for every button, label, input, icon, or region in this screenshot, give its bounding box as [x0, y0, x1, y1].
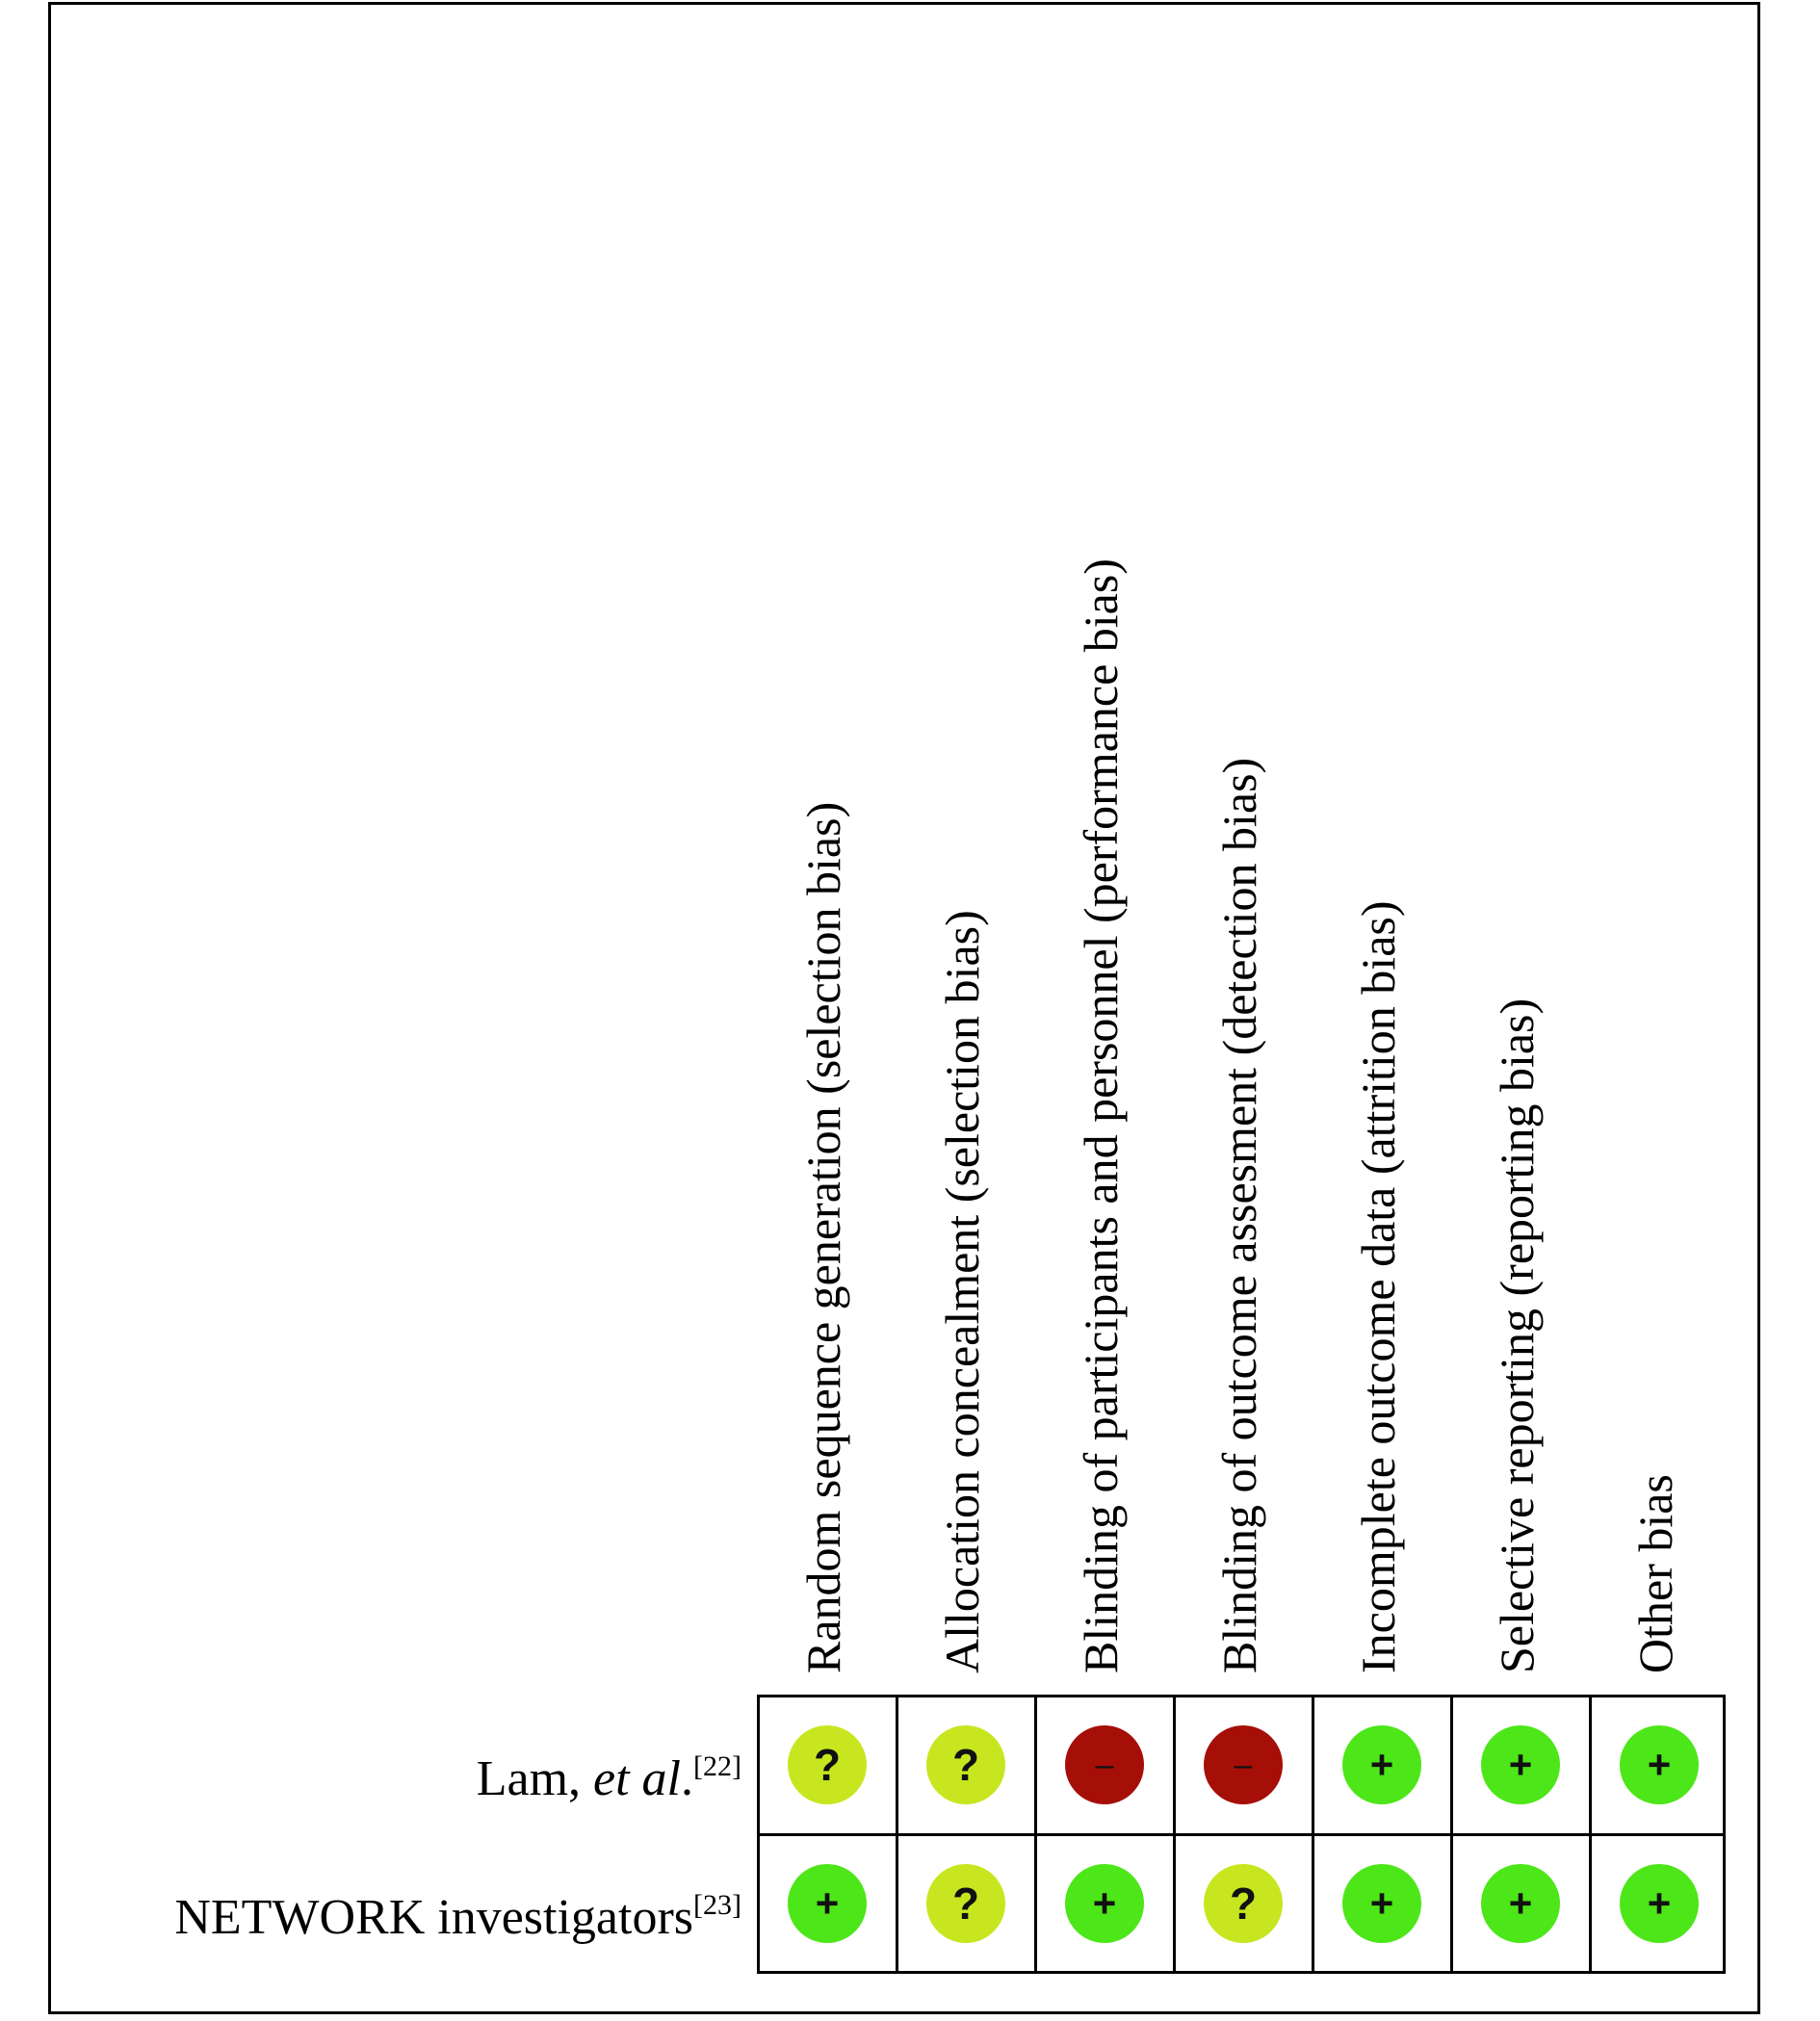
judgement-low-risk: +	[1620, 1725, 1699, 1804]
study-name: Lam	[476, 1751, 569, 1806]
study-name-italic: et al	[593, 1751, 682, 1806]
column-header-label: Blinding of participants and personnel (performance bias)	[1074, 558, 1128, 1673]
judgement-unclear-risk: ?	[788, 1725, 867, 1804]
judgement-low-risk: +	[1342, 1864, 1421, 1943]
judgement-unclear-risk: ?	[926, 1725, 1005, 1804]
judgement-unclear-risk: ?	[1204, 1864, 1283, 1943]
study-name: NETWORK investigators	[174, 1890, 694, 1945]
judgement-high-risk: –	[1204, 1725, 1283, 1804]
risk-of-bias-grid	[757, 1695, 1726, 1974]
column-header-label: Random sequence generation (selection bias)	[796, 801, 850, 1673]
grid-divider	[760, 1833, 1723, 1836]
judgement-unclear-risk: ?	[926, 1864, 1005, 1943]
column-header-label: Selective reporting (reporting bias)	[1490, 998, 1544, 1673]
judgement-low-risk: +	[1481, 1864, 1560, 1943]
judgement-low-risk: +	[1481, 1725, 1560, 1804]
column-header-label: Other bias	[1628, 1474, 1682, 1673]
column-header-label: Incomplete outcome data (attrition bias)	[1351, 900, 1405, 1673]
reference-marker: [23]	[693, 1889, 741, 1921]
column-header-label: Blinding of outcome assesment (detection bias)	[1212, 757, 1266, 1673]
judgement-low-risk: +	[1620, 1864, 1699, 1943]
reference-marker: [22]	[693, 1750, 741, 1782]
judgement-low-risk: +	[1342, 1725, 1421, 1804]
judgement-high-risk: –	[1065, 1725, 1144, 1804]
row-label-network	[174, 1889, 741, 1945]
judgement-low-risk: +	[1065, 1864, 1144, 1943]
judgement-low-risk: +	[788, 1864, 867, 1943]
row-label-lam: Lam, et al.[22]	[476, 1750, 741, 1806]
column-header-label: Allocation concealment (selection bias)	[935, 910, 989, 1673]
